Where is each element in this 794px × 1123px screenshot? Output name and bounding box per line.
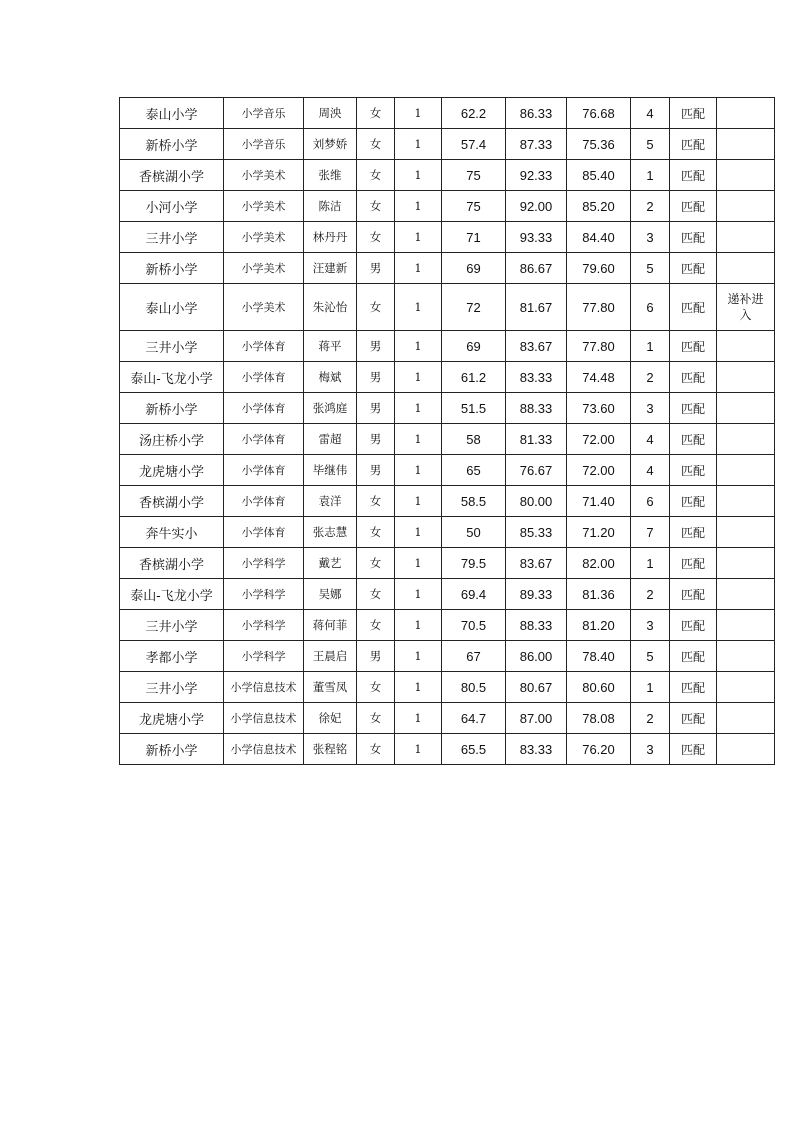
school-cell: 龙虎塘小学	[120, 703, 224, 734]
count-cell: 1	[395, 579, 442, 610]
note-cell	[717, 393, 775, 424]
total-score-cell: 72.00	[567, 424, 631, 455]
subject-cell: 小学美术	[224, 284, 304, 331]
table-row	[120, 579, 775, 610]
written-score-cell: 57.4	[442, 129, 506, 160]
total-score-cell: 81.36	[567, 579, 631, 610]
total-score-cell: 74.48	[567, 362, 631, 393]
name-cell: 汪建新	[304, 253, 357, 284]
name-cell: 刘梦娇	[304, 129, 357, 160]
name-cell: 王晨启	[304, 641, 357, 672]
count-cell: 1	[395, 548, 442, 579]
match-cell: 匹配	[670, 610, 717, 641]
school-cell: 香槟湖小学	[120, 486, 224, 517]
school-cell: 新桥小学	[120, 253, 224, 284]
results-table	[119, 97, 775, 765]
total-score-cell: 71.40	[567, 486, 631, 517]
gender-cell: 女	[357, 579, 395, 610]
note-cell	[717, 548, 775, 579]
rank-cell: 5	[631, 129, 670, 160]
rank-cell: 3	[631, 610, 670, 641]
rank-cell: 1	[631, 331, 670, 362]
note-cell	[717, 191, 775, 222]
table-row	[120, 455, 775, 486]
gender-cell: 女	[357, 284, 395, 331]
school-cell: 新桥小学	[120, 734, 224, 765]
match-cell: 匹配	[670, 455, 717, 486]
gender-cell: 女	[357, 191, 395, 222]
school-cell: 泰山小学	[120, 98, 224, 129]
table-row	[120, 703, 775, 734]
table-row	[120, 641, 775, 672]
interview-score-cell: 87.33	[506, 129, 567, 160]
table-row	[120, 160, 775, 191]
name-cell: 吴娜	[304, 579, 357, 610]
interview-score-cell: 86.33	[506, 98, 567, 129]
school-cell: 香槟湖小学	[120, 548, 224, 579]
match-cell: 匹配	[670, 393, 717, 424]
match-cell: 匹配	[670, 548, 717, 579]
match-cell: 匹配	[670, 734, 717, 765]
table-body	[120, 98, 775, 765]
subject-cell: 小学科学	[224, 641, 304, 672]
count-cell: 1	[395, 734, 442, 765]
written-score-cell: 67	[442, 641, 506, 672]
match-cell: 匹配	[670, 129, 717, 160]
school-cell: 泰山小学	[120, 284, 224, 331]
interview-score-cell: 80.67	[506, 672, 567, 703]
note-cell	[717, 455, 775, 486]
rank-cell: 6	[631, 486, 670, 517]
count-cell: 1	[395, 160, 442, 191]
gender-cell: 女	[357, 548, 395, 579]
name-cell: 雷超	[304, 424, 357, 455]
name-cell: 朱沁怡	[304, 284, 357, 331]
total-score-cell: 79.60	[567, 253, 631, 284]
note-cell	[717, 641, 775, 672]
school-cell: 泰山-飞龙小学	[120, 362, 224, 393]
count-cell: 1	[395, 641, 442, 672]
table-row	[120, 284, 775, 331]
interview-score-cell: 86.00	[506, 641, 567, 672]
total-score-cell: 76.20	[567, 734, 631, 765]
interview-score-cell: 88.33	[506, 393, 567, 424]
written-score-cell: 69	[442, 253, 506, 284]
gender-cell: 男	[357, 331, 395, 362]
school-cell: 三井小学	[120, 610, 224, 641]
note-cell	[717, 610, 775, 641]
rank-cell: 2	[631, 579, 670, 610]
count-cell: 1	[395, 98, 442, 129]
school-cell: 三井小学	[120, 672, 224, 703]
written-score-cell: 61.2	[442, 362, 506, 393]
subject-cell: 小学科学	[224, 610, 304, 641]
rank-cell: 5	[631, 641, 670, 672]
rank-cell: 3	[631, 734, 670, 765]
rank-cell: 4	[631, 455, 670, 486]
interview-score-cell: 87.00	[506, 703, 567, 734]
rank-cell: 2	[631, 191, 670, 222]
subject-cell: 小学体育	[224, 486, 304, 517]
written-score-cell: 51.5	[442, 393, 506, 424]
match-cell: 匹配	[670, 672, 717, 703]
school-cell: 奔牛实小	[120, 517, 224, 548]
interview-score-cell: 85.33	[506, 517, 567, 548]
interview-score-cell: 83.33	[506, 734, 567, 765]
count-cell: 1	[395, 253, 442, 284]
subject-cell: 小学体育	[224, 393, 304, 424]
total-score-cell: 73.60	[567, 393, 631, 424]
total-score-cell: 72.00	[567, 455, 631, 486]
count-cell: 1	[395, 455, 442, 486]
note-cell	[717, 486, 775, 517]
rank-cell: 4	[631, 424, 670, 455]
note-cell	[717, 424, 775, 455]
total-score-cell: 78.08	[567, 703, 631, 734]
gender-cell: 女	[357, 610, 395, 641]
school-cell: 龙虎塘小学	[120, 455, 224, 486]
gender-cell: 男	[357, 641, 395, 672]
count-cell: 1	[395, 672, 442, 703]
written-score-cell: 71	[442, 222, 506, 253]
gender-cell: 男	[357, 424, 395, 455]
interview-score-cell: 89.33	[506, 579, 567, 610]
note-cell	[717, 331, 775, 362]
rank-cell: 5	[631, 253, 670, 284]
interview-score-cell: 92.33	[506, 160, 567, 191]
written-score-cell: 69.4	[442, 579, 506, 610]
match-cell: 匹配	[670, 703, 717, 734]
match-cell: 匹配	[670, 486, 717, 517]
count-cell: 1	[395, 703, 442, 734]
name-cell: 徐妃	[304, 703, 357, 734]
written-score-cell: 65.5	[442, 734, 506, 765]
name-cell: 林丹丹	[304, 222, 357, 253]
count-cell: 1	[395, 610, 442, 641]
interview-score-cell: 83.33	[506, 362, 567, 393]
table-row	[120, 362, 775, 393]
name-cell: 董雪凤	[304, 672, 357, 703]
total-score-cell: 71.20	[567, 517, 631, 548]
written-score-cell: 75	[442, 191, 506, 222]
table-row	[120, 734, 775, 765]
gender-cell: 女	[357, 486, 395, 517]
subject-cell: 小学体育	[224, 517, 304, 548]
total-score-cell: 78.40	[567, 641, 631, 672]
total-score-cell: 84.40	[567, 222, 631, 253]
written-score-cell: 75	[442, 160, 506, 191]
match-cell: 匹配	[670, 517, 717, 548]
note-cell	[717, 160, 775, 191]
rank-cell: 1	[631, 160, 670, 191]
subject-cell: 小学美术	[224, 160, 304, 191]
total-score-cell: 85.40	[567, 160, 631, 191]
school-cell: 汤庄桥小学	[120, 424, 224, 455]
table-row	[120, 98, 775, 129]
subject-cell: 小学音乐	[224, 98, 304, 129]
written-score-cell: 80.5	[442, 672, 506, 703]
rank-cell: 7	[631, 517, 670, 548]
count-cell: 1	[395, 486, 442, 517]
school-cell: 新桥小学	[120, 393, 224, 424]
subject-cell: 小学美术	[224, 222, 304, 253]
gender-cell: 男	[357, 455, 395, 486]
gender-cell: 男	[357, 253, 395, 284]
written-score-cell: 72	[442, 284, 506, 331]
total-score-cell: 76.68	[567, 98, 631, 129]
count-cell: 1	[395, 191, 442, 222]
name-cell: 蒋平	[304, 331, 357, 362]
note-cell	[717, 129, 775, 160]
count-cell: 1	[395, 393, 442, 424]
table-row	[120, 672, 775, 703]
subject-cell: 小学信息技术	[224, 734, 304, 765]
rank-cell: 4	[631, 98, 670, 129]
written-score-cell: 70.5	[442, 610, 506, 641]
gender-cell: 女	[357, 517, 395, 548]
count-cell: 1	[395, 517, 442, 548]
match-cell: 匹配	[670, 253, 717, 284]
written-score-cell: 62.2	[442, 98, 506, 129]
match-cell: 匹配	[670, 284, 717, 331]
note-cell	[717, 517, 775, 548]
school-cell: 新桥小学	[120, 129, 224, 160]
table-row	[120, 548, 775, 579]
match-cell: 匹配	[670, 191, 717, 222]
gender-cell: 女	[357, 222, 395, 253]
table-row	[120, 191, 775, 222]
match-cell: 匹配	[670, 98, 717, 129]
name-cell: 陈洁	[304, 191, 357, 222]
table-row	[120, 424, 775, 455]
school-cell: 小河小学	[120, 191, 224, 222]
subject-cell: 小学科学	[224, 548, 304, 579]
gender-cell: 女	[357, 703, 395, 734]
written-score-cell: 69	[442, 331, 506, 362]
name-cell: 梅斌	[304, 362, 357, 393]
table-row	[120, 331, 775, 362]
subject-cell: 小学体育	[224, 424, 304, 455]
gender-cell: 女	[357, 734, 395, 765]
match-cell: 匹配	[670, 362, 717, 393]
count-cell: 1	[395, 284, 442, 331]
match-cell: 匹配	[670, 331, 717, 362]
rank-cell: 1	[631, 548, 670, 579]
interview-score-cell: 92.00	[506, 191, 567, 222]
interview-score-cell: 86.67	[506, 253, 567, 284]
total-score-cell: 75.36	[567, 129, 631, 160]
written-score-cell: 79.5	[442, 548, 506, 579]
total-score-cell: 81.20	[567, 610, 631, 641]
interview-score-cell: 93.33	[506, 222, 567, 253]
interview-score-cell: 83.67	[506, 548, 567, 579]
name-cell: 袁洋	[304, 486, 357, 517]
name-cell: 蒋何菲	[304, 610, 357, 641]
note-cell	[717, 253, 775, 284]
total-score-cell: 80.60	[567, 672, 631, 703]
note-cell	[717, 222, 775, 253]
match-cell: 匹配	[670, 579, 717, 610]
note-cell	[717, 98, 775, 129]
gender-cell: 女	[357, 98, 395, 129]
match-cell: 匹配	[670, 424, 717, 455]
gender-cell: 男	[357, 393, 395, 424]
name-cell: 张鸿庭	[304, 393, 357, 424]
rank-cell: 3	[631, 222, 670, 253]
subject-cell: 小学信息技术	[224, 672, 304, 703]
total-score-cell: 77.80	[567, 331, 631, 362]
name-cell: 周泱	[304, 98, 357, 129]
subject-cell: 小学体育	[224, 455, 304, 486]
written-score-cell: 50	[442, 517, 506, 548]
total-score-cell: 82.00	[567, 548, 631, 579]
name-cell: 张志慧	[304, 517, 357, 548]
count-cell: 1	[395, 424, 442, 455]
written-score-cell: 58.5	[442, 486, 506, 517]
gender-cell: 男	[357, 362, 395, 393]
school-cell: 孝都小学	[120, 641, 224, 672]
gender-cell: 女	[357, 672, 395, 703]
name-cell: 张程铭	[304, 734, 357, 765]
count-cell: 1	[395, 362, 442, 393]
note-cell	[717, 284, 775, 331]
rank-cell: 3	[631, 393, 670, 424]
school-cell: 三井小学	[120, 222, 224, 253]
total-score-cell: 77.80	[567, 284, 631, 331]
interview-score-cell: 81.67	[506, 284, 567, 331]
note-cell	[717, 362, 775, 393]
table-row	[120, 610, 775, 641]
rank-cell: 2	[631, 703, 670, 734]
table-row	[120, 129, 775, 160]
subject-cell: 小学信息技术	[224, 703, 304, 734]
written-score-cell: 58	[442, 424, 506, 455]
subject-cell: 小学体育	[224, 362, 304, 393]
table-row	[120, 222, 775, 253]
table-row	[120, 253, 775, 284]
school-cell: 三井小学	[120, 331, 224, 362]
subject-cell: 小学体育	[224, 331, 304, 362]
interview-score-cell: 76.67	[506, 455, 567, 486]
count-cell: 1	[395, 331, 442, 362]
rank-cell: 6	[631, 284, 670, 331]
interview-score-cell: 80.00	[506, 486, 567, 517]
gender-cell: 女	[357, 129, 395, 160]
interview-score-cell: 81.33	[506, 424, 567, 455]
table-row	[120, 517, 775, 548]
subject-cell: 小学美术	[224, 191, 304, 222]
rank-cell: 2	[631, 362, 670, 393]
subject-cell: 小学科学	[224, 579, 304, 610]
note-cell	[717, 734, 775, 765]
name-cell: 毕继伟	[304, 455, 357, 486]
school-cell: 香槟湖小学	[120, 160, 224, 191]
name-cell: 戴艺	[304, 548, 357, 579]
note-cell	[717, 703, 775, 734]
written-score-cell: 64.7	[442, 703, 506, 734]
interview-score-cell: 88.33	[506, 610, 567, 641]
note-cell	[717, 672, 775, 703]
interview-score-cell: 83.67	[506, 331, 567, 362]
count-cell: 1	[395, 222, 442, 253]
total-score-cell: 85.20	[567, 191, 631, 222]
subject-cell: 小学音乐	[224, 129, 304, 160]
rank-cell: 1	[631, 672, 670, 703]
table-row	[120, 393, 775, 424]
school-cell: 泰山-飞龙小学	[120, 579, 224, 610]
table-row	[120, 486, 775, 517]
subject-cell: 小学美术	[224, 253, 304, 284]
match-cell: 匹配	[670, 160, 717, 191]
note-cell	[717, 579, 775, 610]
gender-cell: 女	[357, 160, 395, 191]
note-text: 递补进入	[727, 292, 764, 322]
name-cell: 张维	[304, 160, 357, 191]
written-score-cell: 65	[442, 455, 506, 486]
match-cell: 匹配	[670, 641, 717, 672]
match-cell: 匹配	[670, 222, 717, 253]
count-cell: 1	[395, 129, 442, 160]
